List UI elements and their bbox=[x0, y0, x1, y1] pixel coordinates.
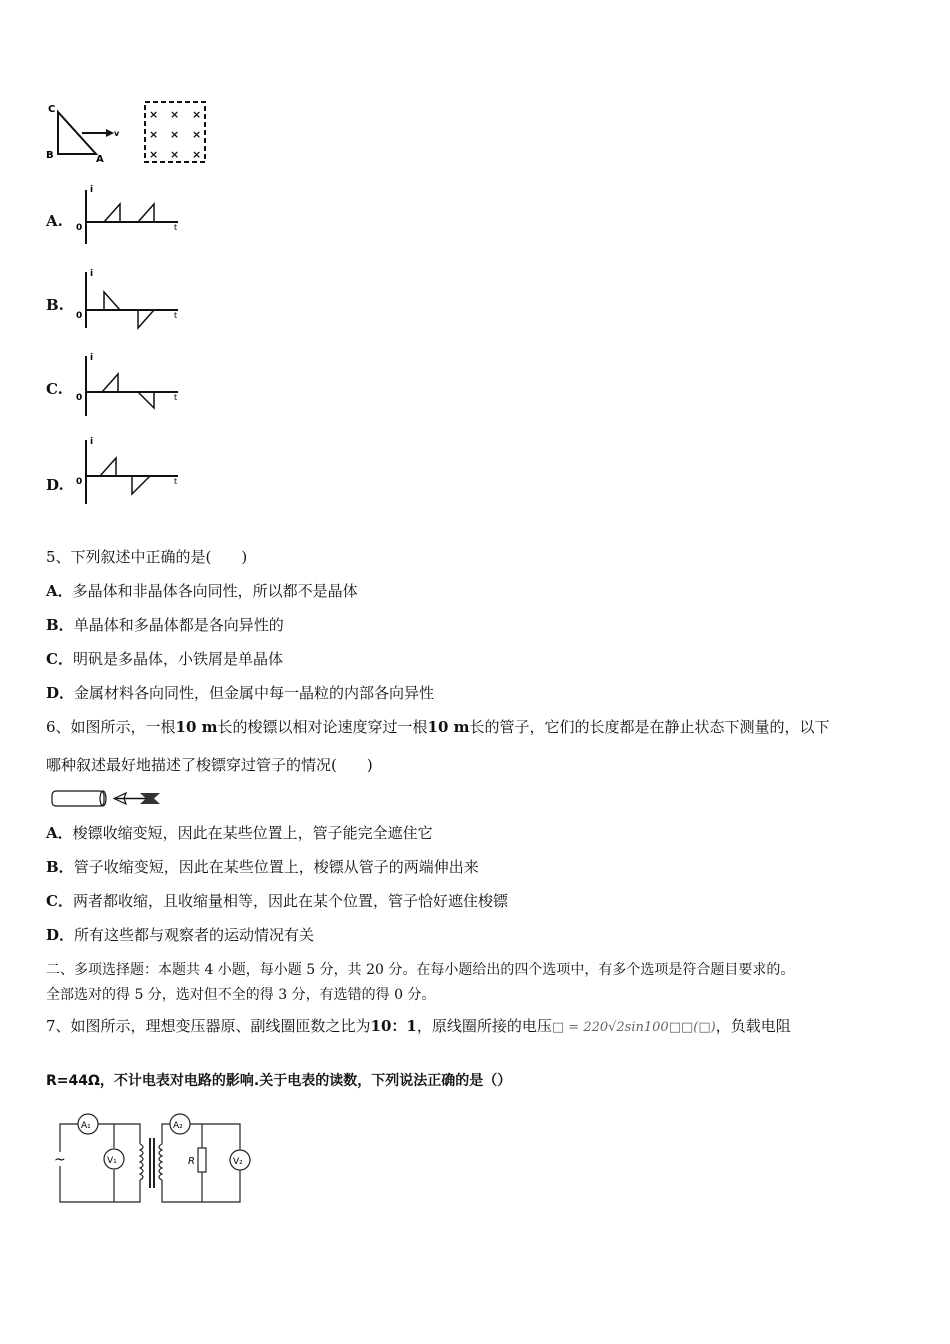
field-crosses bbox=[149, 108, 201, 161]
q5-option-d: D．金属材料各向同性，但金属中每一晶粒的内部各向异性 bbox=[46, 684, 435, 702]
q6-stem-line1: 6、如图所示，一根10 m长的梭镖以相对论速度穿过一根10 m长的管子，它们的长度都是在静止状态下测量的，以下 bbox=[46, 718, 830, 736]
svg-text:0: 0 bbox=[76, 477, 83, 487]
q5-option-b: B．单晶体和多晶体都是各向异性的 bbox=[46, 616, 284, 634]
graph-option-d bbox=[70, 434, 185, 510]
svg-text:i: i bbox=[90, 437, 94, 447]
graph-option-d-label: D. bbox=[46, 476, 64, 494]
graph-option-a bbox=[70, 182, 185, 248]
q6-option-c: C．两者都收缩，且收缩量相等，因此在某个位置，管子恰好遮住梭镖 bbox=[46, 892, 508, 910]
svg-text:×: × bbox=[149, 108, 159, 121]
svg-text:0: 0 bbox=[76, 223, 83, 233]
section2-heading-line2: 全部选对的得 5 分，选对但不全的得 3 分，有选错的得 0 分。 bbox=[46, 987, 436, 1003]
svg-text:×: × bbox=[170, 148, 180, 161]
svg-text:×: × bbox=[149, 148, 159, 161]
svg-text:i: i bbox=[90, 185, 94, 195]
q7-stem-line1: 7、如图所示，理想变压器原、副线圈匝数之比为10：1，原线圈所接的电压□ = 220√2sin100□□(□)，负载电阻 bbox=[46, 1017, 791, 1035]
label-c: C bbox=[48, 104, 56, 115]
q5-option-a: A．多晶体和非晶体各向同性，所以都不是晶体 bbox=[46, 582, 358, 600]
svg-text:A₁: A₁ bbox=[81, 1121, 91, 1131]
graph-option-b bbox=[70, 266, 185, 332]
secondary-coil bbox=[159, 1144, 162, 1180]
section2-heading-line1: 二、多项选择题：本题共 4 小题，每小题 5 分，共 20 分。在每小题给出的四个选项中，有多个选项是符合题目要求的。 bbox=[46, 962, 795, 978]
q6-option-b: B．管子收缩变短，因此在某些位置上，梭镖从管子的两端伸出来 bbox=[46, 858, 479, 876]
graph-option-c-label: C. bbox=[46, 380, 63, 398]
ac-source-symbol: ~ bbox=[54, 1152, 66, 1168]
svg-text:R: R bbox=[188, 1156, 195, 1167]
voltage-formula: □ = 220√2sin100□□(□) bbox=[551, 1020, 716, 1035]
resistor-r bbox=[198, 1148, 206, 1172]
transformer-circuit bbox=[44, 1108, 260, 1208]
q6-option-d: D．所有这些都与观察者的运动情况有关 bbox=[46, 926, 315, 944]
svg-text:A₂: A₂ bbox=[173, 1121, 183, 1131]
svg-text:×: × bbox=[192, 108, 202, 121]
svg-text:t: t bbox=[174, 477, 178, 486]
svg-text:V₁: V₁ bbox=[107, 1156, 117, 1166]
label-a: A bbox=[96, 154, 104, 165]
q5-option-c: C．明矾是多晶体，小铁屑是单晶体 bbox=[46, 650, 283, 668]
svg-text:0: 0 bbox=[76, 311, 83, 321]
tube-and-spear-figure bbox=[48, 788, 168, 810]
svg-text:i: i bbox=[90, 353, 94, 363]
q5-stem: 5、下列叙述中正确的是( ) bbox=[46, 548, 248, 566]
primary-coil bbox=[140, 1144, 143, 1180]
graph-option-c bbox=[70, 350, 185, 420]
svg-text:i: i bbox=[90, 269, 94, 279]
q6-option-a: A．梭镖收缩变短，因此在某些位置上，管子能完全遮住它 bbox=[46, 824, 433, 842]
q7-stem-line2: R=44Ω，不计电表对电路的影响.关于电表的读数，下列说法正确的是（） bbox=[46, 1073, 512, 1089]
svg-text:×: × bbox=[170, 108, 180, 121]
label-b: B bbox=[46, 150, 54, 161]
graph-option-a-label: A. bbox=[46, 212, 63, 230]
svg-text:×: × bbox=[170, 128, 180, 141]
q6-stem-line2: 哪种叙述最好地描述了梭镖穿过管子的情况( ) bbox=[46, 756, 373, 774]
svg-text:×: × bbox=[192, 148, 202, 161]
svg-text:t: t bbox=[174, 223, 178, 232]
tube bbox=[52, 791, 104, 806]
svg-text:×: × bbox=[192, 128, 202, 141]
spear bbox=[114, 793, 160, 804]
label-v: v bbox=[114, 129, 120, 138]
graph-option-b-label: B. bbox=[46, 296, 64, 314]
svg-text:t: t bbox=[174, 393, 178, 402]
svg-text:×: × bbox=[149, 128, 159, 141]
triangle-field-figure bbox=[40, 96, 220, 168]
svg-text:V₂: V₂ bbox=[233, 1157, 243, 1167]
svg-text:0: 0 bbox=[76, 393, 83, 403]
svg-text:t: t bbox=[174, 311, 178, 320]
